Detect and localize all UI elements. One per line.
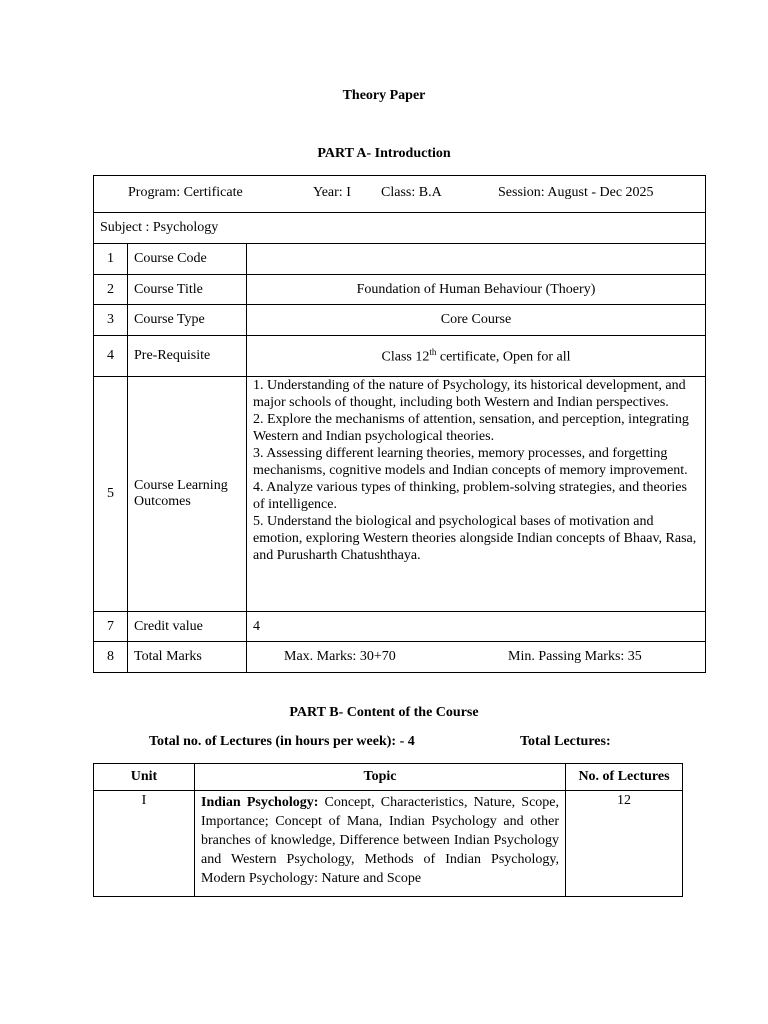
max-marks: Max. Marks: 30+70 [284, 649, 396, 664]
part-b-table [93, 763, 683, 897]
outcome-item: 5. Understand the biological and psychological bases of motivation and emotion, exploring Western theories alongside Indian concepts of Bhaav, Rasa, and Purusharth Chatushthaya. [253, 514, 697, 563]
topic-text: Concept, Characteristics, Nature, Scope, Importance; Concept of Mana, Indian Psychology and other branches of knowledge, Difference between Indian Psychology and Western Psychology, Methods of Indian Psychology, Modern Psychology: Nature and Scope [201, 795, 559, 886]
part-a-heading: PART A- Introduction [317, 146, 451, 161]
class-label: Class: B.A [381, 185, 442, 200]
total-marks-value [247, 642, 706, 673]
part-b-heading: PART B- Content of the Course [289, 705, 479, 720]
program-row [94, 176, 706, 213]
part-a-table [93, 175, 706, 673]
prerequisite-suffix: certificate, Open for all [436, 349, 571, 365]
row-label: Course Title [128, 275, 247, 305]
outcome-item: 2. Explore the mechanisms of attention, sensation, and perception, integrating Western and Indian psychological theories. [253, 412, 689, 444]
column-header-topic: Topic [195, 764, 566, 791]
min-passing-marks: Min. Passing Marks: 35 [508, 649, 642, 664]
course-title-value: Foundation of Human Behaviour (Thoery) [247, 275, 706, 305]
session-label: Session: August - Dec 2025 [498, 185, 654, 200]
prerequisite-prefix: Class 12 [381, 349, 430, 365]
unit-number: I [94, 791, 195, 897]
table-row [94, 275, 706, 305]
row-label: Course Type [128, 305, 247, 336]
table-row [94, 642, 706, 673]
topic-heading: Indian Psychology: [201, 795, 319, 810]
row-number: 3 [94, 305, 128, 336]
table-row [94, 336, 706, 377]
table-row [94, 244, 706, 275]
lectures-per-week: Total no. of Lectures (in hours per week): - 4 [149, 734, 415, 749]
row-number: 1 [94, 244, 128, 275]
subject-label: Subject : Psychology [94, 213, 706, 244]
column-header-unit: Unit [94, 764, 195, 791]
total-lectures: Total Lectures: [520, 734, 611, 749]
unit-lectures: 12 [566, 791, 683, 897]
column-header-lectures: No. of Lectures [566, 764, 683, 791]
course-type-value: Core Course [247, 305, 706, 336]
row-number: 2 [94, 275, 128, 305]
table-row [94, 791, 683, 897]
unit-topic [195, 791, 566, 897]
row-number: 7 [94, 612, 128, 642]
table-header-row [94, 764, 683, 791]
row-number: 8 [94, 642, 128, 673]
row-label: Total Marks [128, 642, 247, 673]
program-label: Program: Certificate [128, 185, 243, 200]
year-label: Year: I [313, 185, 351, 200]
outcome-item: 4. Analyze various types of thinking, problem-solving strategies, and theories of intelligence. [253, 480, 687, 512]
subject-row [94, 213, 706, 244]
row-label: Pre-Requisite [128, 336, 247, 377]
row-label: Course Code [128, 244, 247, 275]
prerequisite-superscript: th [429, 346, 437, 357]
outcome-item: 3. Assessing different learning theories, memory processes, and forgetting mechanisms, cognitive models and Indian concepts of memory improvement. [253, 446, 688, 478]
prerequisite-value [247, 336, 706, 377]
table-row [94, 612, 706, 642]
course-code-value [247, 244, 706, 275]
table-row [94, 377, 706, 612]
page-title: Theory Paper [342, 88, 426, 103]
learning-outcomes [247, 377, 706, 612]
outcome-item: 1. Understanding of the nature of Psychology, its historical development, and major schools of thought, including both Western and Indian perspectives. [253, 378, 686, 410]
row-label: Credit value [128, 612, 247, 642]
row-number: 5 [94, 377, 128, 612]
row-label: Course Learning Outcomes [128, 377, 247, 612]
row-number: 4 [94, 336, 128, 377]
credit-value: 4 [247, 612, 706, 642]
table-row [94, 305, 706, 336]
